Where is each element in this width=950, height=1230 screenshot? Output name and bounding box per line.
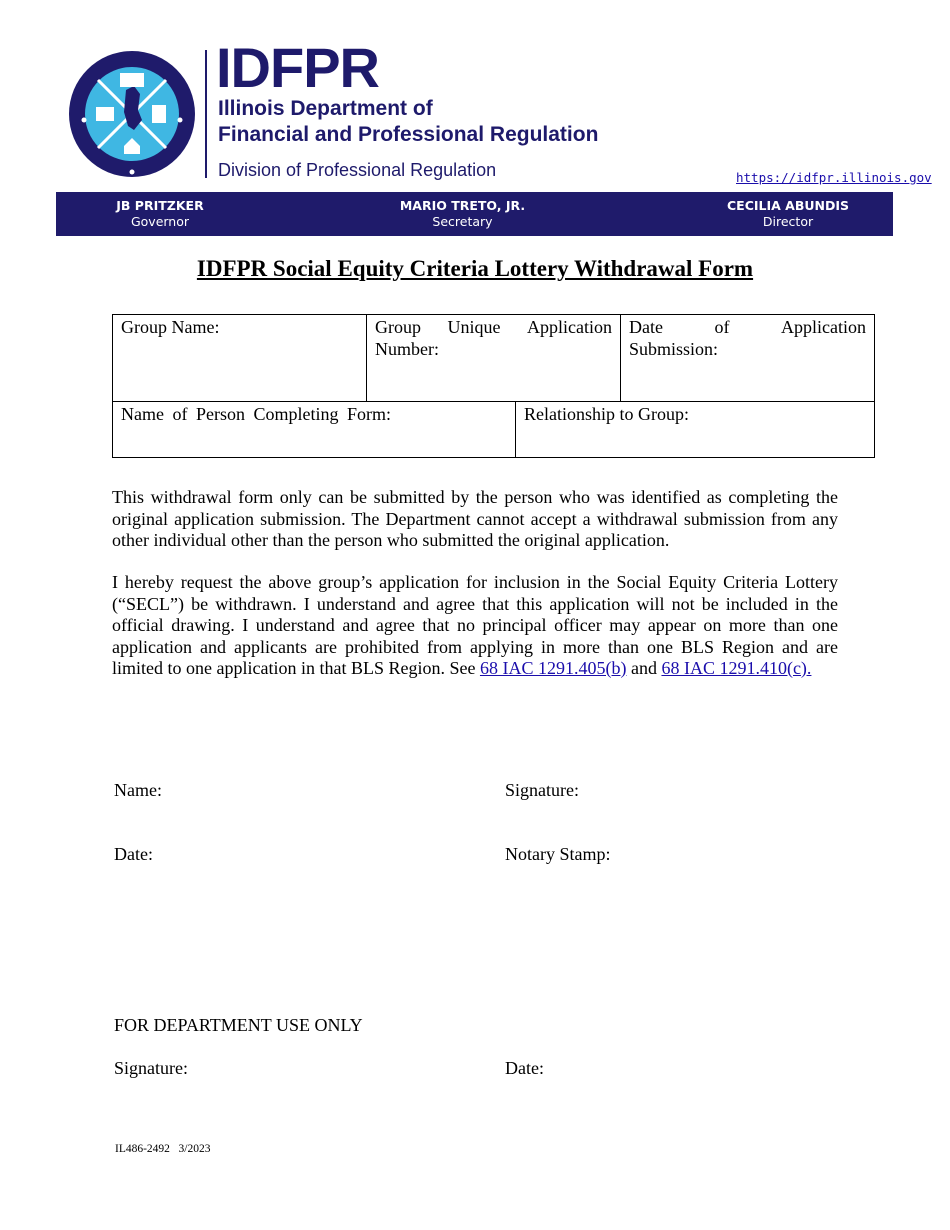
official-name: MARIO TRETO, JR. [399, 198, 526, 213]
department-line-2: Financial and Professional Regulation [218, 123, 599, 146]
idfpr-seal-logo [68, 50, 196, 178]
official-title: Governor [130, 214, 190, 229]
official-name: CECILIA ABUNDIS [726, 198, 850, 213]
division-name: Division of Professional Regulation [218, 160, 497, 180]
withdrawal-request-paragraph [112, 572, 838, 680]
department-use-heading: FOR DEPARTMENT USE ONLY [114, 1015, 363, 1035]
regulation-link-405b[interactable]: 68 IAC 1291.405(b) [479, 658, 627, 678]
date-of-submission-field[interactable] [621, 315, 874, 401]
relationship-field[interactable] [516, 402, 874, 457]
website-link[interactable]: https://idfpr.illinois.gov [736, 170, 932, 185]
regulation-link-410c[interactable]: 68 IAC 1291.410(c). [661, 658, 812, 678]
group-unique-number-field[interactable] [367, 315, 621, 401]
department-name [218, 96, 598, 148]
official-director [708, 198, 868, 230]
official-title: Director [762, 214, 814, 229]
official-title: Secretary [432, 214, 493, 229]
date-submission-label-line1: Date of Application [629, 317, 866, 337]
notary-stamp-label: Notary Stamp: [505, 844, 611, 864]
person-completing-label: Name of Person Completing Form: [121, 404, 391, 424]
department-signature-label: Signature: [114, 1058, 188, 1078]
withdrawal-notice-paragraph: This withdrawal form only can be submitted by the person who was identified as completing the original application submission. The Department cannot accept a withdrawal submission from any other individual other than the person who submitted the original application. [112, 487, 838, 550]
department-date-label: Date: [505, 1058, 544, 1078]
person-completing-field[interactable] [113, 402, 516, 457]
group-unique-number-label-line1: Group Unique Application [375, 317, 612, 337]
official-secretary [376, 198, 549, 230]
group-unique-number-label-line2: Number: [375, 339, 439, 359]
name-label: Name: [114, 780, 162, 800]
signature-label: Signature: [505, 780, 579, 800]
request-text: I hereby request the above group’s application for inclusion in the Social Equity Criteria Lottery (“SECL”) be withdrawn. I understand and agree that this application will not be included in the official drawing. I understand and agree that no principal officer may appear on more than one application and applicants are prohibited from applying in more than one BLS Region and are limited to one application in that BLS Region. See [112, 572, 838, 678]
form-title: IDFPR Social Equity Criteria Lottery Withdrawal Form [196, 256, 754, 281]
header-divider [205, 50, 207, 178]
group-name-label: Group Name: [121, 317, 220, 337]
official-name: JB PRITZKER [116, 198, 204, 213]
conjunction-text: and [626, 658, 662, 678]
officials-banner [56, 192, 893, 236]
date-submission-label-line2: Submission: [629, 339, 719, 359]
brand-title: IDFPR [216, 36, 379, 99]
relationship-label: Relationship to Group: [524, 404, 689, 424]
form-id: IL486-2492 3/2023 [115, 1143, 211, 1155]
department-line-1: Illinois Department of [218, 97, 433, 120]
group-name-field[interactable] [113, 315, 367, 401]
official-governor [100, 198, 220, 230]
group-info-table [112, 314, 875, 458]
date-label: Date: [114, 844, 153, 864]
